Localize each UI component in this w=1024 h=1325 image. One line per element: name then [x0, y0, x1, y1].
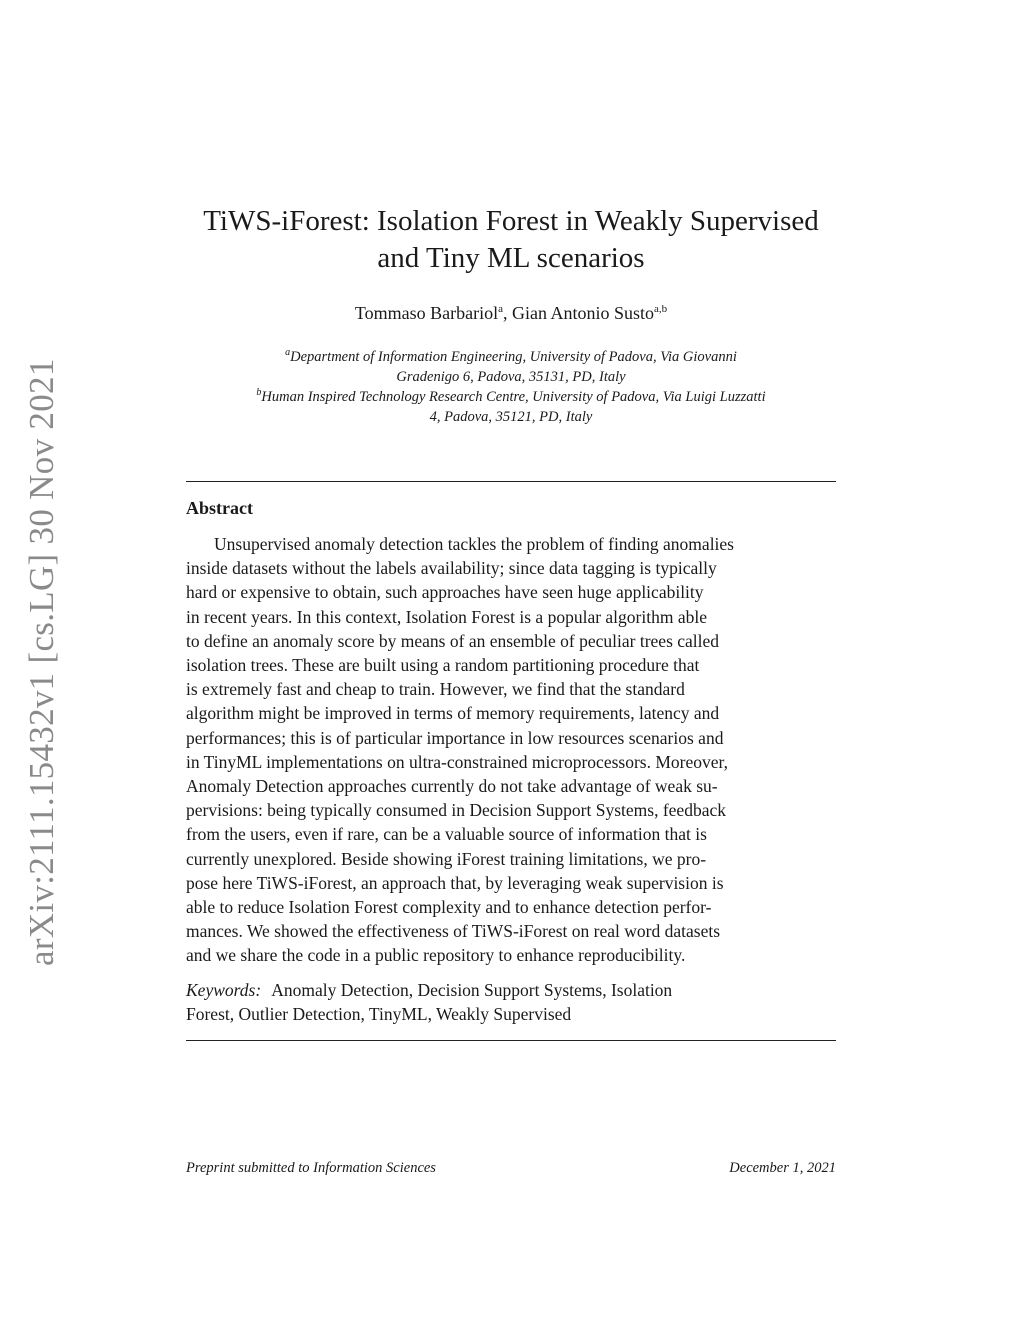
abstract-body [186, 532, 836, 968]
abstract-line: and we share the code in a public repository to enhance reproducibility. [186, 945, 686, 966]
author-affiliation-mark: a,b [653, 303, 668, 315]
abstract-line: able to reduce Isolation Forest complexity and to enhance detection perfor- [186, 897, 712, 918]
arxiv-identifier-stamp: arXiv:2111.15432v1 [cs.LG] 30 Nov 2021 [22, 358, 61, 966]
affiliation-mark: b [256, 387, 262, 398]
abstract-line: algorithm might be improved in terms of memory requirements, latency and [186, 703, 720, 724]
abstract-line: pervisions: being typically consumed in Decision Support Systems, feedback [186, 800, 726, 821]
affiliation-line: $^b$Human Inspired Technology Research Centre, University of Padova, Via Luigi Luzzatti [256, 387, 766, 405]
author-list: Tommaso Barbariol$^a$, Gian Antonio Susto$^{a,b}$ [354, 303, 668, 323]
affiliation-line: 4, Padova, 35121, PD, Italy [429, 408, 593, 425]
abstract-line: performances; this is of particular importance in low resources scenarios and [186, 727, 724, 748]
footer-date: December 1, 2021 [729, 1160, 836, 1176]
author-name: Gian Antonio Susto [511, 303, 654, 323]
title-line-2: and Tiny ML scenarios [377, 242, 645, 274]
affiliation-b [176, 383, 846, 427]
keywords-line: Keywords: Anomaly Detection, Decision Support Systems, Isolation [186, 980, 673, 1000]
abstract-line: Unsupervised anomaly detection tackles the problem of finding anomalies [214, 534, 734, 554]
abstract-line: mances. We showed the effectiveness of TiWS-iForest on real word datasets [186, 921, 721, 942]
author-name: Tommaso Barbariol [354, 303, 499, 323]
affiliation-line: Gradenigo 6, Padova, 35131, PD, Italy [396, 368, 626, 385]
abstract-line: hard or expensive to obtain, such approaches have seen huge applicability [186, 582, 704, 603]
keywords-line: Forest, Outlier Detection, TinyML, Weakly Supervised [186, 1004, 572, 1025]
author-affiliation-mark: a [498, 303, 503, 315]
abstract-line: in recent years. In this context, Isolation Forest is a popular algorithm able [186, 606, 707, 627]
abstract-line: from the users, even if rare, can be a valuable source of information that is [186, 824, 707, 845]
abstract-line: is extremely fast and cheap to train. However, we find that the standard [186, 679, 685, 700]
abstract-line: to define an anomaly score by means of an ensemble of peculiar trees called [186, 630, 720, 651]
affiliation-a [176, 343, 846, 387]
keywords [186, 978, 836, 1026]
keywords-label: Keywords: [186, 980, 262, 1000]
abstract-line: isolation trees. These are built using a random partitioning procedure that [186, 655, 700, 676]
affiliation-mark: a [285, 347, 291, 358]
top-divider [186, 481, 836, 482]
abstract-line: pose here TiWS-iForest, an approach that, by leveraging weak supervision is [186, 872, 724, 893]
abstract-line: currently unexplored. Beside showing iForest training limitations, we pro- [186, 848, 707, 869]
affiliation-line: $^a$Department of Information Engineering, University of Padova, Via Giovanni [285, 347, 737, 365]
abstract-heading: Abstract [186, 498, 253, 518]
abstract-line: inside datasets without the labels availability; since data tagging is typically [186, 558, 717, 579]
title-line-1: TiWS-iForest: Isolation Forest in Weakly Supervised [203, 205, 819, 237]
abstract-line: in TinyML implementations on ultra-constrained microprocessors. Moreover, [186, 751, 729, 772]
abstract-line: Anomaly Detection approaches currently do not take advantage of weak su- [186, 776, 718, 797]
paper-title [186, 203, 836, 277]
bottom-divider [186, 1040, 836, 1041]
footer-journal: Preprint submitted to Information Sciences [186, 1160, 436, 1176]
